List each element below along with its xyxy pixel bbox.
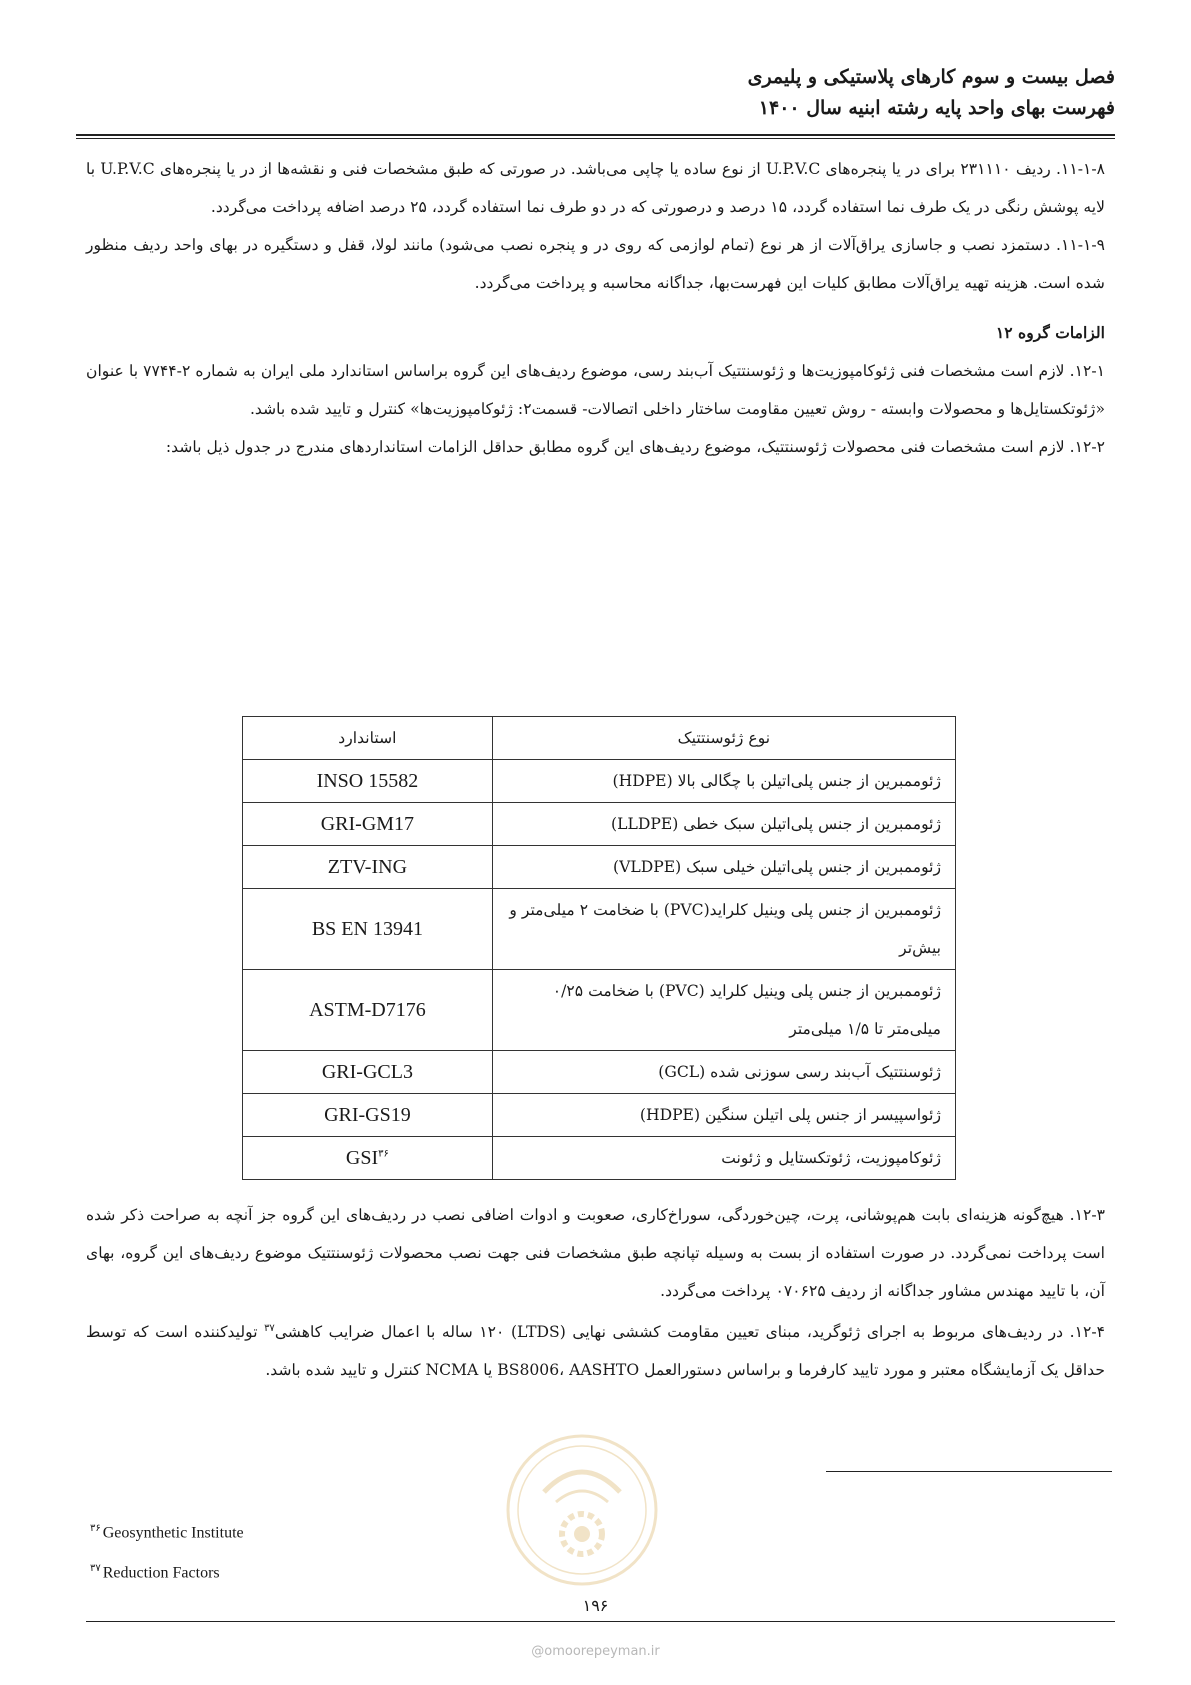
section-heading-group-12: الزامات گروه ۱۲	[995, 323, 1105, 342]
paragraph-11-1-8: ۱۱-۱-۸. ردیف ۲۳۱۱۱۰ برای در یا پنجره‌های U.P.V.C از نوع ساده یا چاپی می‌باشد. در صورتی که طبق مشخصات فنی و نقشه‌ها از در یا پنجره‌های U.P.V.C با لایه پوشش رنگی در یک طرف نما استفاده گردد، ۱۵ درصد و درصورتی که در دو طرف نما استفاده گردد، ۲۵ درصد اضافه پرداخت می‌گردد.	[86, 160, 1105, 216]
table-row	[243, 889, 956, 970]
footnote-text: Reduction Factors	[102, 1564, 220, 1582]
watermark-seal-icon	[504, 1432, 660, 1588]
paragraph-12-3: ۱۲-۳. هیچ‌گونه هزینه‌ای بابت هم‌پوشانی، پرت، چین‌خوردگی، سوراخ‌کاری، صعوبت و ادوات اضافی نصب در ردیف‌های این گروه جز آنچه به صراحت ذکر شده است پرداخت نمی‌گردد. در صورت استفاده از بست به وسیله تپانچه طبق مشخصات فنی جهت نصب محصولات ژئوسنتتیک موضوع ردیف‌های این گروه، بهای آن، با تایید مهندس مشاور جداگانه از ردیف ۰۷۰۶۲۵ پرداخت می‌گردد.	[86, 1206, 1105, 1300]
header-standard: استاندارد	[243, 717, 493, 760]
header-geosynthetic-type: نوع ژئوسنتتیک	[492, 717, 955, 760]
cell-type: ژئواسپیسر از جنس پلی اتیلن سنگین (HDPE)	[492, 1094, 955, 1137]
cell-standard: GRI-GS19	[243, 1094, 493, 1137]
header-chapter-title: فصل بیست و سوم کارهای پلاستیکی و پلیمری	[747, 66, 1115, 88]
paragraph-12-4-part1: ۱۲-۴. در ردیف‌های مربوط به اجرای ژئوگرید، مبنای تعیین مقاومت کششی نهایی (LTDS) ۱۲۰ ساله با اعمال ضرایب کاهشی	[274, 1323, 1105, 1342]
footnote-mark: ۳۶	[90, 1523, 101, 1534]
footnote-mark: ۳۷	[90, 1563, 101, 1575]
site-watermark-text: @omoorepeyman.ir	[531, 1644, 660, 1659]
cell-type: ژئوکامپوزیت، ژئوتکستایل و ژئونت	[492, 1137, 955, 1180]
footnote-text: Geosynthetic Institute	[102, 1524, 244, 1542]
table-header-row	[243, 717, 956, 760]
footnote-ref-37: ۳۷	[264, 1323, 275, 1334]
cell-type: ژئوسنتتیک آب‌بند رسی سوزنی شده (GCL)	[492, 1051, 955, 1094]
footnote-ref-36: ۳۶	[378, 1147, 389, 1159]
geosynthetic-standards-table	[242, 716, 956, 1180]
standard-gsi: GSI	[345, 1146, 379, 1169]
footnote-divider	[826, 1471, 1112, 1472]
cell-standard: GRI-GCL3	[243, 1051, 493, 1094]
table-row	[243, 803, 956, 846]
footer-rule	[86, 1621, 1115, 1622]
table-row	[243, 1137, 956, 1180]
cell-standard: GRI-GM17	[243, 803, 493, 846]
cell-type: ژئوممبرین از جنس پلی وینیل کلراید (PVC) با ضخامت ۰/۲۵ میلی‌متر تا ۱/۵ میلی‌متر	[492, 970, 955, 1051]
paragraph-11-1-9: ۱۱-۱-۹. دستمزد نصب و جاسازی یراق‌آلات از هر نوع (تمام لوازمی که روی در و پنجره نصب می‌شود) مانند لولا، قفل و دستگیره در بهای واحد ردیف منظور شده است. هزینه تهیه یراق‌آلات مطابق کلیات این فهرست‌بها، جداگانه محاسبه و پرداخت می‌گردد.	[86, 236, 1105, 292]
body-section-top	[86, 150, 1105, 466]
table-row	[243, 760, 956, 803]
header-rule-thick	[76, 134, 1115, 136]
paragraph-12-2: ۱۲-۲. لازم است مشخصات فنی محصولات ژئوسنتتیک، موضوع ردیف‌های این گروه مطابق حداقل الزامات استانداردهای مندرج در جدول ذیل باشد:	[165, 438, 1105, 456]
cell-type: ژئوممبرین از جنس پلی‌اتیلن سبک خطی (LLDPE)	[492, 803, 955, 846]
cell-standard: INSO 15582	[243, 760, 493, 803]
footnotes	[90, 1511, 244, 1592]
cell-standard	[243, 1137, 493, 1180]
header-rule-thin	[76, 138, 1115, 139]
footnote-37	[90, 1551, 244, 1591]
footnote-36	[90, 1511, 244, 1551]
cell-type: ژئوممبرین از جنس پلی‌اتیلن خیلی سبک (VLDPE)	[492, 846, 955, 889]
cell-standard: ASTM-D7176	[243, 970, 493, 1051]
paragraph-12-4-part2: تولیدکننده است که توسط حداقل یک آزمایشگاه معتبر و مورد تایید کارفرما و براساس دستورالعمل BS8006، AASHTO یا NCMA کنترل و تایید شده باشد.	[86, 1323, 1105, 1380]
cell-type: ژئوممبرین از جنس پلی وینیل کلراید(PVC) با ضخامت ۲ میلی‌متر و بیش‌تر	[492, 889, 955, 970]
page-number: ۱۹۶	[582, 1596, 609, 1615]
header-price-list-title: فهرست بهای واحد پایه رشته ابنیه سال ۱۴۰۰	[758, 97, 1115, 119]
table-row	[243, 846, 956, 889]
paragraph-12-4	[86, 1310, 1105, 1389]
cell-type: ژئوممبرین از جنس پلی‌اتیلن با چگالی بالا (HDPE)	[492, 760, 955, 803]
page-header	[76, 62, 1115, 124]
table-row	[243, 1094, 956, 1137]
cell-standard: BS EN 13941	[243, 889, 493, 970]
paragraph-12-1: ۱۲-۱. لازم است مشخصات فنی ژئوکامپوزیت‌ها و ژئوسنتتیک آب‌بند رسی، موضوع ردیف‌های این گروه براساس استاندارد ملی ایران به شماره ۲-۷۷۴۴ با عنوان «ژئوتکستایل‌ها و محصولات وابسته - روش تعیین مقاومت ساختار داخلی اتصالات- قسمت۲: ژئوکامپوزیت‌ها» کنترل و تایید شده باشد.	[86, 362, 1105, 418]
table-row	[243, 970, 956, 1051]
cell-standard: ZTV-ING	[243, 846, 493, 889]
body-section-bottom	[86, 1196, 1105, 1389]
table-row	[243, 1051, 956, 1094]
